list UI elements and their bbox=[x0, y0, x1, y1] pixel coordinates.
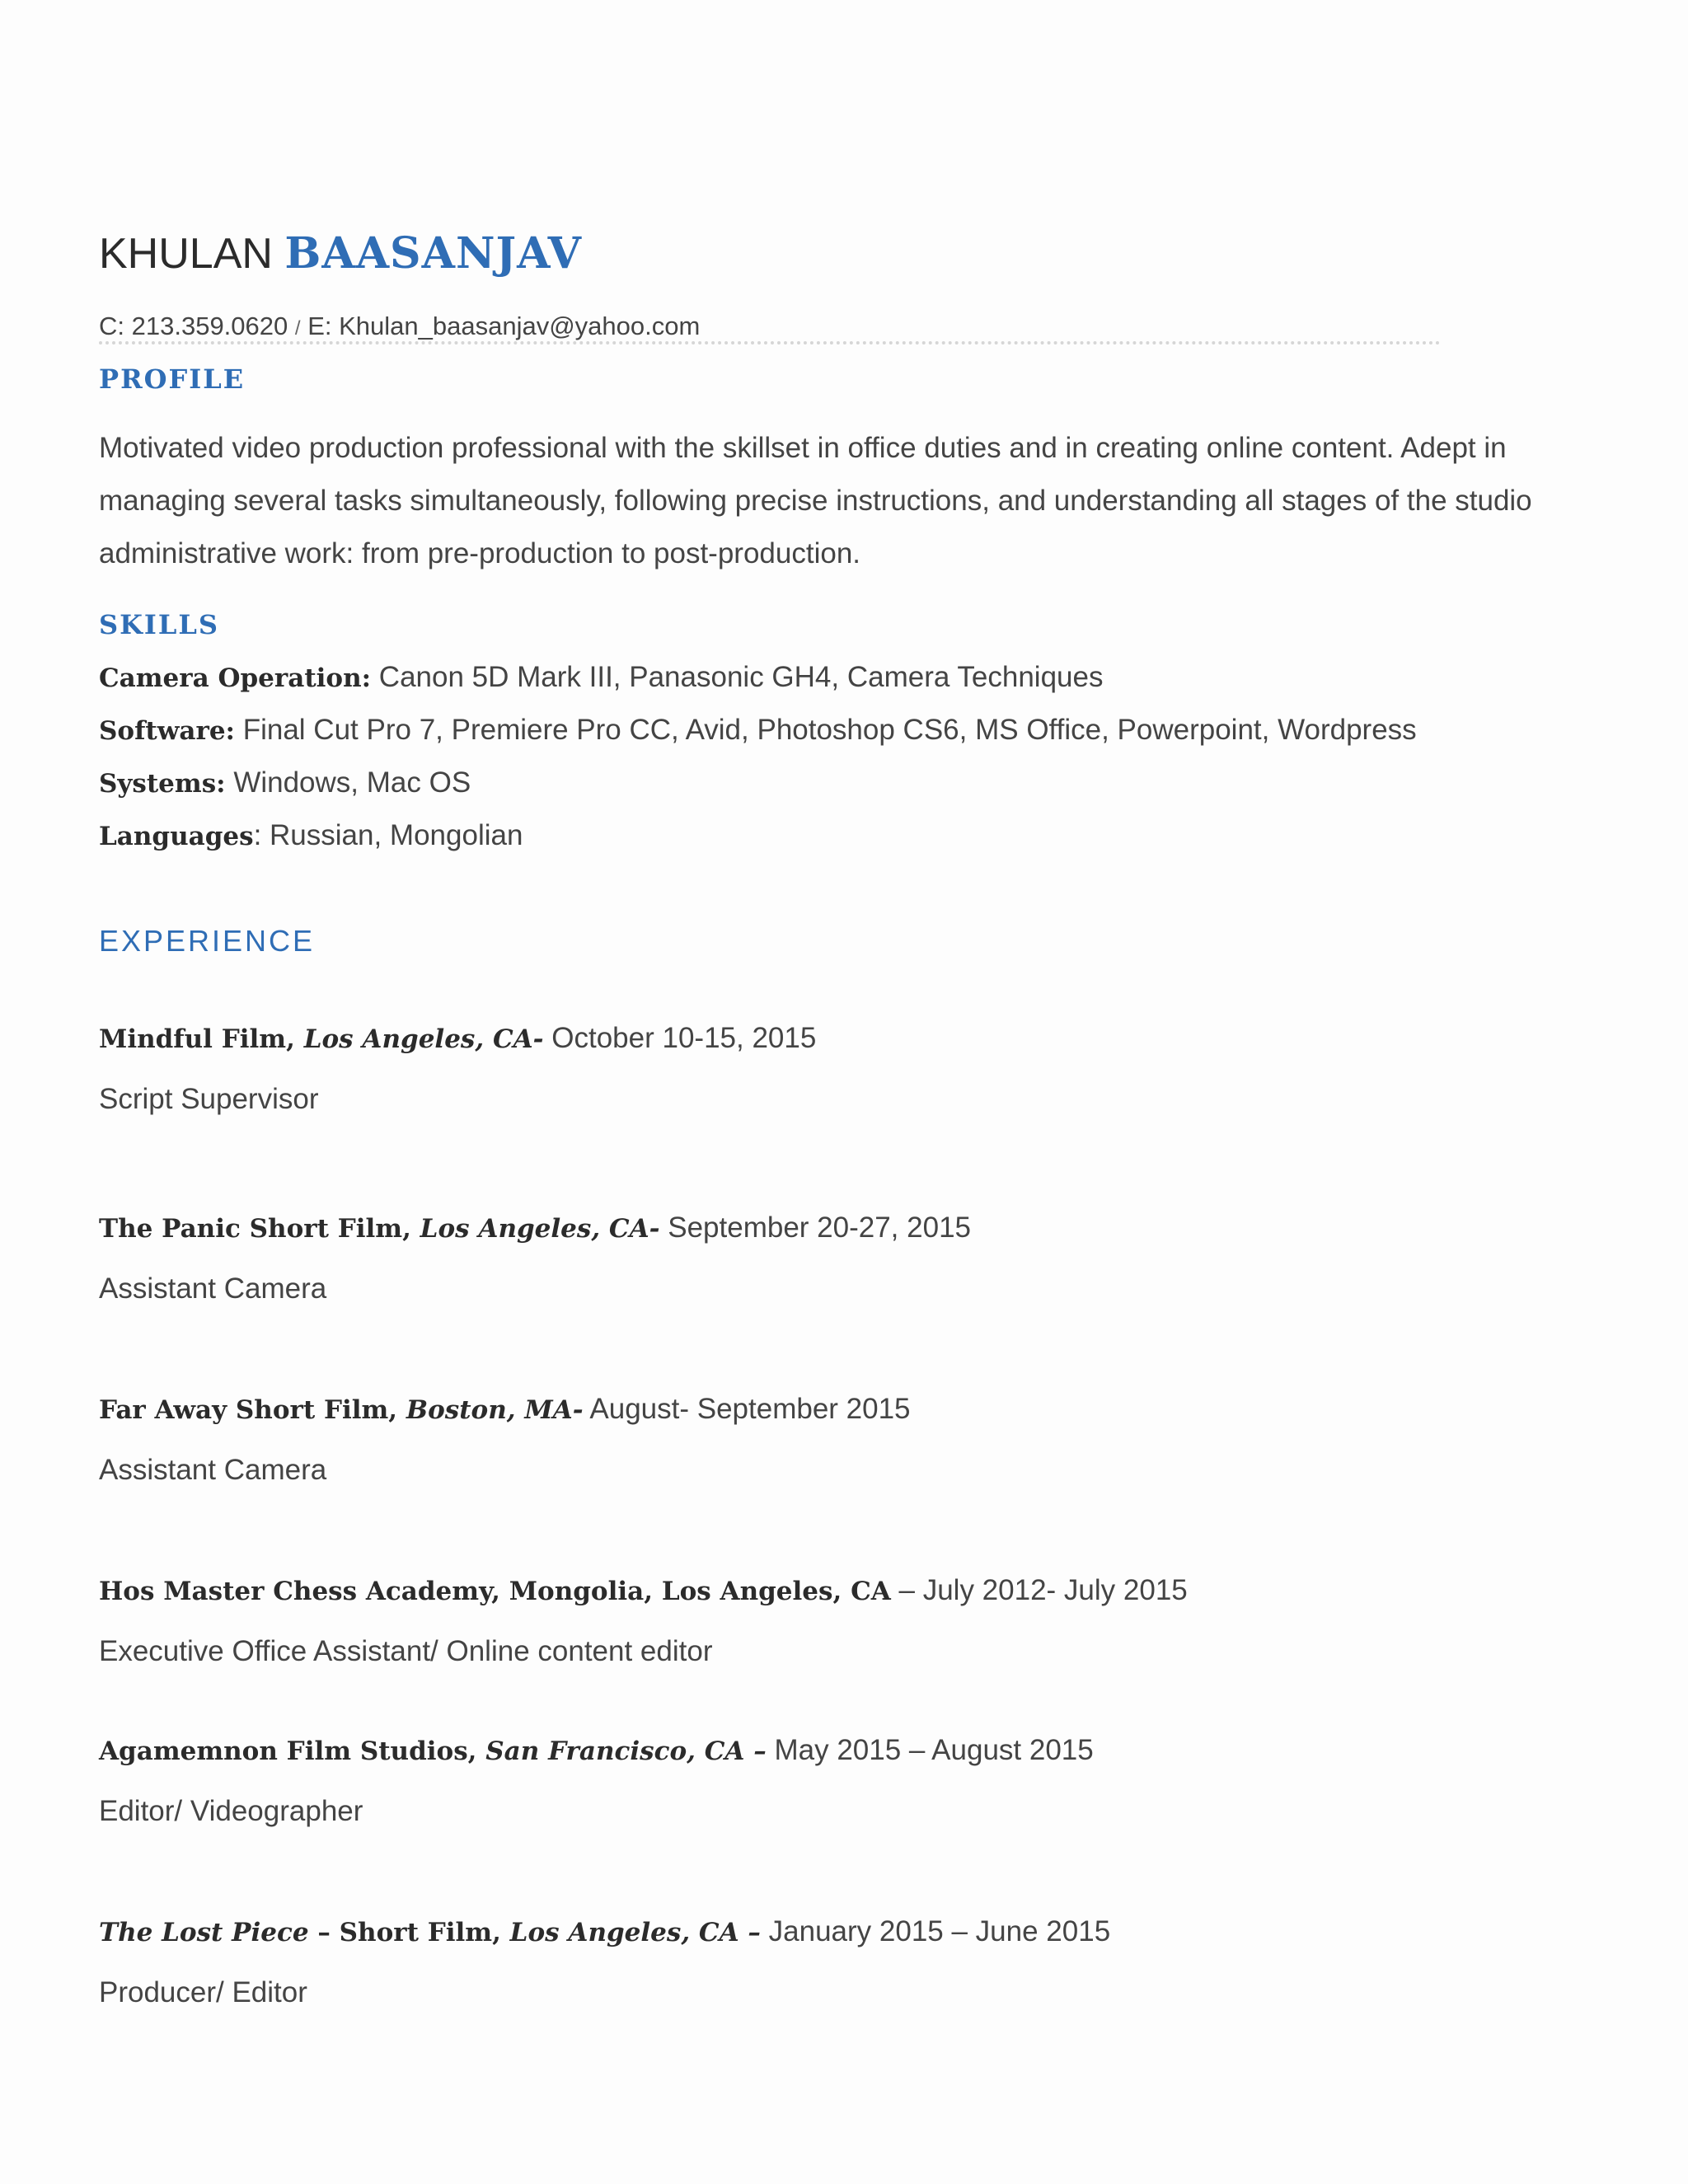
skill-label: Camera Operation: bbox=[99, 663, 372, 693]
job-dates: October 10-15, 2015 bbox=[543, 1022, 817, 1054]
candidate-name bbox=[99, 229, 582, 279]
job-heading bbox=[99, 1914, 1110, 1951]
skill-label: Software: bbox=[99, 716, 235, 746]
job-role: Assistant Camera bbox=[99, 1272, 327, 1305]
skill-item bbox=[99, 659, 1103, 696]
last-name: BAASANJAV bbox=[284, 228, 582, 279]
phone-number: 213.359.0620 bbox=[131, 312, 288, 340]
skill-value: Final Cut Pro 7, Premiere Pro CC, Avid, Photoshop CS6, MS Office, Powerpoint, Wordpress bbox=[235, 714, 1417, 746]
job-role: Producer/ Editor bbox=[99, 1976, 307, 2008]
profile-text: Motivated video production professional with the skillset in office duties and in creating online content. Adept in managing several tasks simultaneously, following precise instructions, and understanding all stages of the studio administrative work: from pre-production to post-production. bbox=[99, 432, 1532, 569]
skill-item bbox=[99, 765, 471, 802]
job-role: Script Supervisor bbox=[99, 1083, 319, 1115]
email-label: E: bbox=[307, 312, 332, 340]
job-heading bbox=[99, 1732, 1094, 1769]
job-location: Los Angeles, CA – bbox=[509, 1918, 761, 1947]
job-dates: – July 2012- July 2015 bbox=[890, 1574, 1188, 1606]
job-heading bbox=[99, 1572, 1188, 1610]
job-org: Hos Master Chess Academy, Mongolia, Los Angeles, CA bbox=[99, 1577, 891, 1606]
job-location: Boston, MA- bbox=[406, 1395, 584, 1425]
job-location: Los Angeles, CA- bbox=[420, 1214, 660, 1244]
job-location: San Francisco, CA – bbox=[485, 1736, 767, 1766]
job-role: Assistant Camera bbox=[99, 1454, 327, 1486]
job-dates: August- September 2015 bbox=[583, 1393, 911, 1425]
phone-label: C: bbox=[99, 312, 124, 340]
job-dates: January 2015 – June 2015 bbox=[760, 1915, 1111, 1947]
job-role: Executive Office Assistant/ Online content editor bbox=[99, 1635, 713, 1667]
job-heading bbox=[99, 1391, 911, 1428]
job-org: Agamemnon Film Studios, bbox=[99, 1736, 486, 1766]
job-heading bbox=[99, 1210, 971, 1247]
skill-value: Windows, Mac OS bbox=[225, 766, 471, 799]
job-dates: May 2015 – August 2015 bbox=[766, 1734, 1094, 1766]
job-location: Los Angeles, CA- bbox=[303, 1024, 544, 1054]
job-org: – Short Film, bbox=[308, 1918, 510, 1947]
job-org: Far Away Short Film, bbox=[99, 1395, 406, 1425]
experience-heading: EXPERIENCE bbox=[99, 924, 316, 958]
skills-heading: SKILLS bbox=[99, 609, 219, 640]
skill-label: Systems: bbox=[99, 769, 226, 799]
first-name: KHULAN bbox=[99, 230, 273, 278]
job-role: Editor/ Videographer bbox=[99, 1795, 363, 1827]
skill-item bbox=[99, 818, 523, 855]
skill-value: Canon 5D Mark III, Panasonic GH4, Camera Techniques bbox=[371, 661, 1104, 693]
job-org: Mindful Film, bbox=[99, 1024, 304, 1054]
skill-value: : Russian, Mongolian bbox=[253, 819, 523, 851]
job-heading bbox=[99, 1020, 816, 1057]
job-org: The Panic Short Film, bbox=[99, 1214, 420, 1244]
email-address: Khulan_baasanjav@yahoo.com bbox=[339, 312, 701, 340]
contact-line bbox=[99, 310, 700, 345]
job-dates: September 20-27, 2015 bbox=[659, 1212, 971, 1244]
contact-separator: / bbox=[294, 317, 301, 340]
skill-label: Languages bbox=[99, 822, 254, 851]
profile-heading: PROFILE bbox=[99, 363, 246, 395]
skill-item bbox=[99, 712, 1417, 749]
contact-divider bbox=[99, 341, 1441, 344]
job-title-italic: The Lost Piece bbox=[99, 1918, 309, 1947]
